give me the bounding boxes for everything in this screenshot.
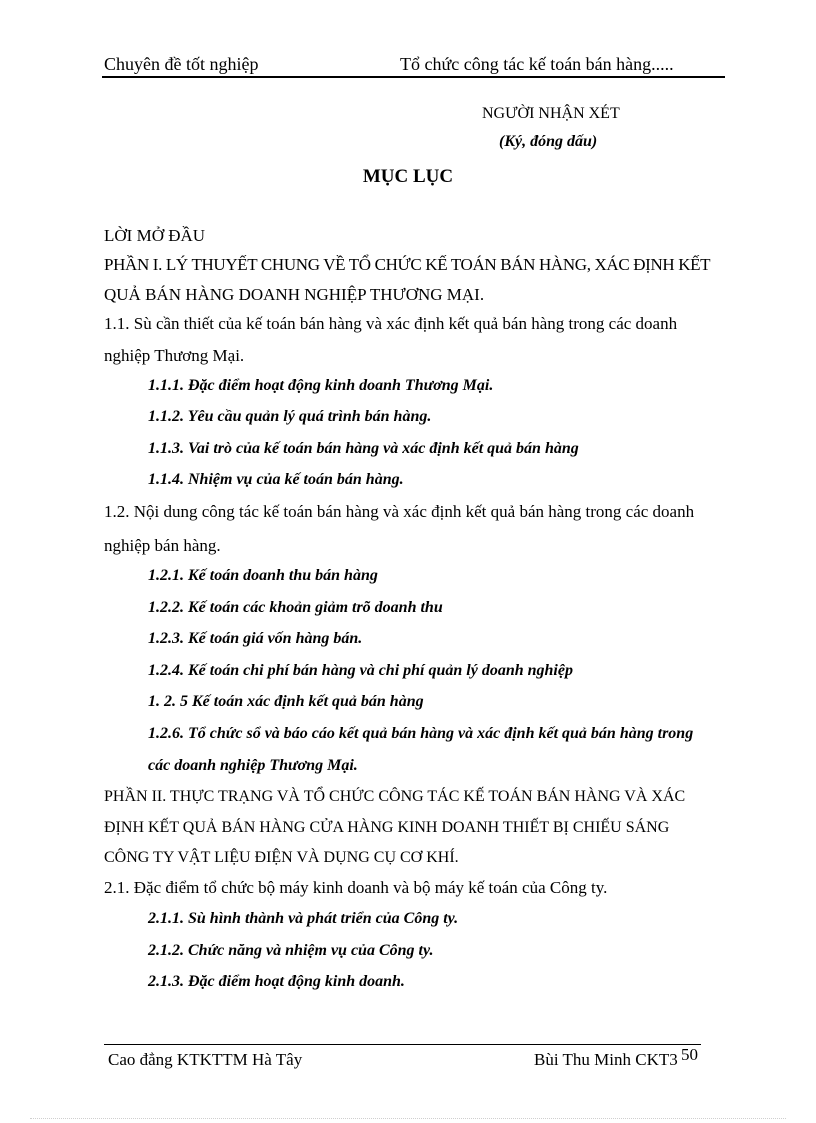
footer-right-text: Bùi Thu Minh CKT3 [534,1050,678,1069]
toc-title: MỤC LỤC [362,166,454,187]
toc-subitem: 2.1.3. Đặc điểm hoạt động kinh doanh. [148,973,405,990]
toc-line: nghiệp Thương Mại. [104,346,245,365]
toc-line: nghiệp bán hàng. [104,536,221,555]
toc-subitem: các doanh nghiệp Thương Mại. [148,757,358,774]
toc-line: 1.2. Nội dung công tác kế toán bán hàng và xác định kết quả bán hàng trong các doanh [104,502,695,521]
header-left-text: Chuyên đề tốt nghiệp [104,54,259,74]
toc-subitem: 1.2.1. Kế toán doanh thu bán hàng [148,567,378,584]
toc-line: PHẦN II. THỰC TRẠNG VÀ TỔ CHỨC CÔNG TÁC KẾ TOÁN BÁN HÀNG VÀ XÁC [104,788,686,805]
toc-subitem: 1.2.2. Kế toán các khoản giảm trõ doanh thu [148,599,443,616]
signer-note: (Ký, đóng dấu) [499,133,598,150]
toc-line: QUẢ BÁN HÀNG DOANH NGHIỆP THƯƠNG MẠI. [104,285,485,304]
toc-line: LỜI MỞ ĐẦU [104,226,206,245]
signer-title: NGƯỜI NHẬN XÉT [482,105,620,122]
toc-subitem: 1.1.4. Nhiệm vụ của kế toán bán hàng. [148,471,404,488]
toc-subitem: 1.2.3. Kế toán giá vốn hàng bán. [148,630,363,647]
toc-subitem: 1.1.1. Đặc điểm hoạt động kinh doanh Thương Mại. [148,377,494,394]
header-right-text: Tổ chức công tác kế toán bán hàng..... [400,54,674,74]
header-rule [102,76,725,78]
toc-subitem: 1.2.4. Kế toán chi phí bán hàng và chi phí quản lý doanh nghiệp [148,662,573,679]
footer-rule [104,1044,701,1045]
toc-line: PHẦN I. LÝ THUYẾT CHUNG VỀ TỔ CHỨC KẾ TOÁN BÁN HÀNG, XÁC ĐỊNH KẾT [104,255,711,274]
toc-subitem: 1.2.6. Tổ chức sổ và báo cáo kết quả bán hàng và xác định kết quả bán hàng trong [148,725,694,742]
toc-line: 1.1. Sù cần thiết của kế toán bán hàng và xác định kết quả bán hàng trong các doanh [104,314,678,333]
toc-line: CÔNG TY VẬT LIỆU ĐIỆN VÀ DỤNG CỤ CƠ KHÍ. [104,849,459,866]
toc-subitem: 2.1.1. Sù hình thành và phát triển của Công ty. [148,910,459,927]
page-edge-divider [30,1118,786,1119]
toc-subitem: 1.1.2. Yêu cầu quản lý quá trình bán hàng. [148,408,432,425]
toc-subitem: 1.1.3. Vai trò của kế toán bán hàng và xác định kết quả bán hàng [148,440,579,457]
toc-subitem: 2.1.2. Chức năng và nhiệm vụ của Công ty. [148,942,434,959]
toc-line: 2.1. Đặc điểm tổ chức bộ máy kinh doanh và bộ máy kế toán của Công ty. [104,878,608,897]
page-number: 50 [681,1045,698,1064]
toc-line: ĐỊNH KẾT QUẢ BÁN HÀNG CỬA HÀNG KINH DOANH THIẾT BỊ CHIẾU SÁNG [104,819,670,836]
footer-left-text: Cao đẳng KTKTTM Hà Tây [108,1050,303,1069]
toc-subitem: 1. 2. 5 Kế toán xác định kết quả bán hàng [148,693,424,710]
